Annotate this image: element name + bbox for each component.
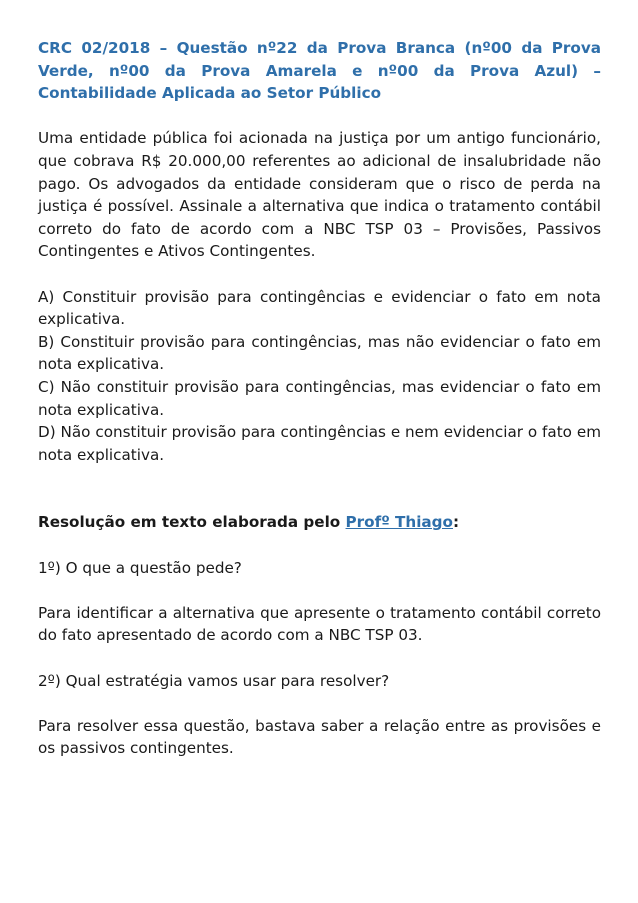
question-statement: Uma entidade pública foi acionada na justiça por um antigo funcionário, que cobrava R$ 20.000,00 referentes ao adicional de insalubridade não pago. Os advogados da entidade consideram que o risco de perda na justiça é possível. Assinale a alternativa que indica o tratamento contábil correto do fato de acordo com a NBC TSP 03 – Provisões, Passivos Contingentes e Ativos Contingentes. (38, 129, 601, 261)
step1-text: Para identificar a alternativa que apresente o tratamento contábil correto do fato apresentado de acordo com a NBC TSP 03. (38, 603, 601, 645)
question-title: CRC 02/2018 – Questão nº22 da Prova Branca (nº00 da Prova Verde, nº00 da Prova Amarela e nº00 da Prova Azul) – Contabilidade Aplicada ao Setor Público (38, 39, 601, 103)
step2-text: Para resolver essa questão, bastava saber a relação entre as provisões e os passivos contingentes. (38, 716, 601, 758)
document-page (38, 37, 601, 760)
author-link[interactable]: Profº Thiago (345, 513, 453, 532)
option-a: A) Constituir provisão para contingências e evidenciar o fato em nota explicativa. (38, 287, 601, 329)
resolution-intro-suffix: : (452, 513, 460, 532)
option-b: B) Constituir provisão para contingências, mas não evidenciar o fato em nota explicativa. (38, 332, 601, 374)
step2-heading: 2º) Qual estratégia vamos usar para resolver? (38, 671, 390, 690)
resolution-intro (38, 511, 601, 534)
resolution-intro-prefix: Resolução em texto elaborada pelo (38, 513, 346, 532)
option-d: D) Não constituir provisão para contingências e nem evidenciar o fato em nota explicativa. (38, 423, 601, 464)
step1-heading: 1º) O que a questão pede? (38, 558, 242, 577)
option-c: C) Não constituir provisão para contingências, mas evidenciar o fato em nota explicativa. (38, 377, 601, 419)
